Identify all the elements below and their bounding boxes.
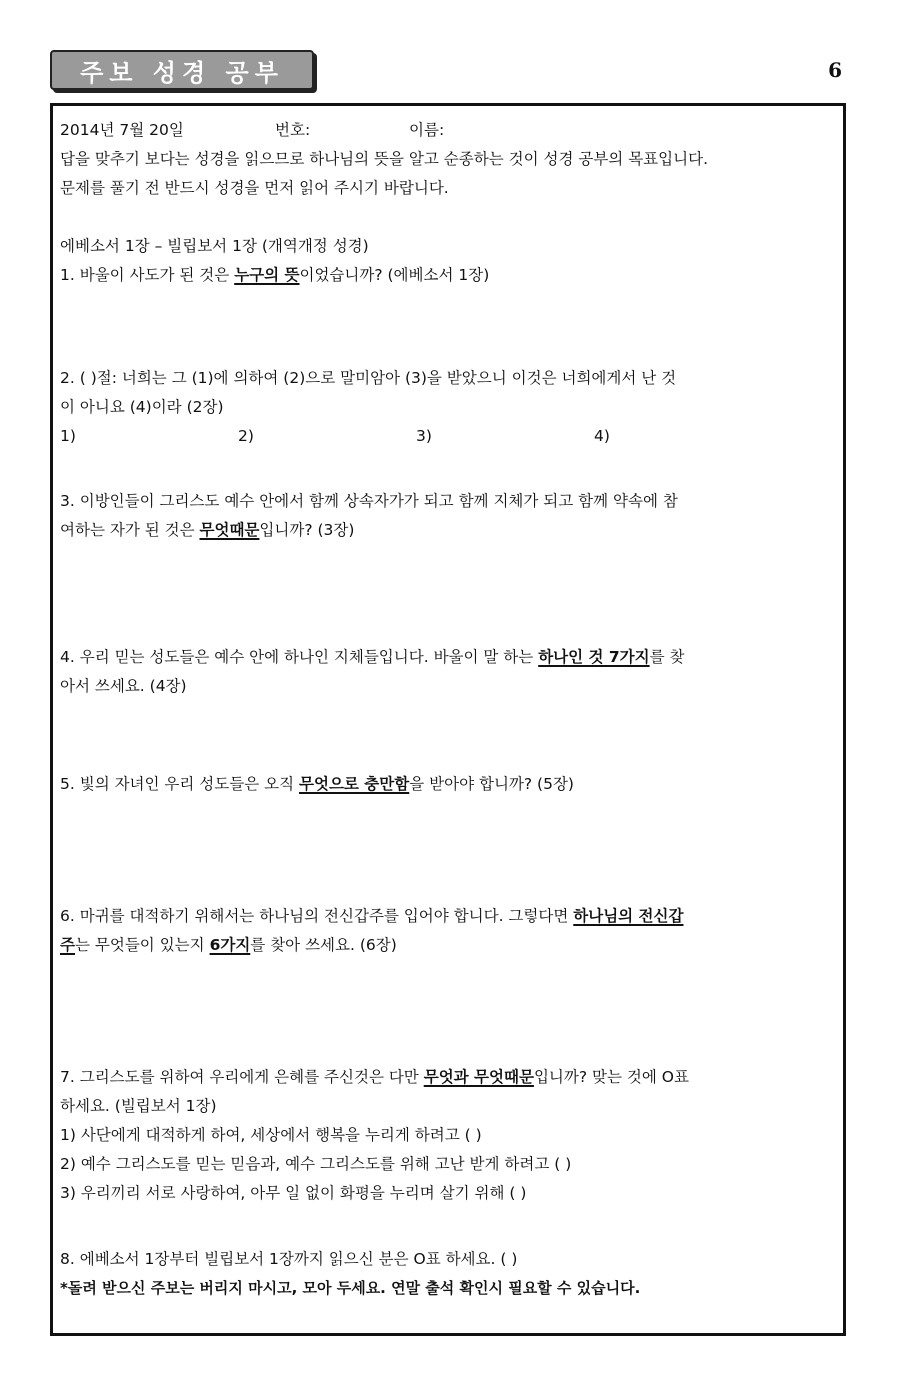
question-8: 8. 에베소서 1장부터 빌립보서 1장까지 읽으신 분은 O표 하세요. ( ) (60, 1250, 518, 1268)
question-1: 1. 바울이 사도가 된 것은 누구의 뜻이었습니까? (에베소서 1장) (60, 266, 490, 284)
question-2-line-1: 2. ( )절: 너희는 그 (1)에 의하여 (2)으로 말미암아 (3)을 받았으니 이것은 너희에게서 난 것 (60, 369, 677, 387)
question-2-blanks (60, 422, 844, 451)
question-7-line-2: 하세요. (빌립보서 1장) (60, 1097, 217, 1115)
number-label: 번호: (275, 121, 311, 139)
notice: *돌려 받으신 주보는 버리지 마시고, 모아 두세요. 연말 출석 확인시 필요할 수 있습니다. (60, 1279, 641, 1297)
page-title: 주보 성경 공부 (50, 50, 314, 90)
question-6-line-1: 6. 마귀를 대적하기 위해서는 하나님의 전신갑주를 입어야 합니다. 그렇다면 하나님의 전신갑 (60, 907, 684, 925)
blank-3: 3) (416, 427, 432, 445)
date: 2014년 7월 20일 (60, 121, 184, 139)
name-label: 이름: (409, 121, 445, 139)
question-3-line-1: 3. 이방인들이 그리스도 예수 안에서 함께 상속자가가 되고 함께 지체가 되고 함께 약속에 참 (60, 492, 678, 510)
question-5: 5. 빛의 자녀인 우리 성도들은 오직 무엇으로 충만함을 받아야 합니까? (5장) (60, 775, 574, 793)
info-row (60, 116, 844, 145)
intro-line-2: 문제를 풀기 전 반드시 성경을 먼저 읽어 주시기 바랍니다. (60, 179, 449, 197)
blank-2: 2) (238, 427, 254, 445)
question-6-line-2: 주는 무엇들이 있는지 6가지를 찾아 쓰세요. (6장) (60, 936, 397, 954)
worksheet-content (60, 116, 844, 1303)
question-2-line-2: 이 아니요 (4)이라 (2장) (60, 398, 224, 416)
question-7-line-1: 7. 그리스도를 위하여 우리에게 은혜를 주신것은 다만 무엇과 무엇때문입니까? 맞는 것에 O표 (60, 1068, 689, 1086)
blank-1: 1) (60, 427, 76, 445)
q7-emphasis: 무엇과 무엇때문 (423, 1068, 534, 1086)
question-4-line-1: 4. 우리 믿는 성도들은 예수 안에 하나인 지체들입니다. 바울이 말 하는 하나인 것 7가지를 찾 (60, 648, 685, 666)
q3-emphasis: 무엇때문 (199, 521, 260, 539)
question-7-option-1: 1) 사단에게 대적하게 하여, 세상에서 행복을 누리게 하려고 ( ) (60, 1126, 482, 1144)
q4-emphasis: 하나인 것 7가지 (538, 648, 650, 666)
blank-4: 4) (594, 427, 610, 445)
q6-emphasis-1: 하나님의 전신갑 (573, 907, 684, 925)
reading-range: 에베소서 1장 – 빌립보서 1장 (개역개정 성경) (60, 237, 369, 255)
page-number: 6 (828, 58, 842, 82)
q1-emphasis: 누구의 뜻 (234, 266, 300, 284)
q5-emphasis: 무엇으로 충만함 (299, 775, 410, 793)
question-4-line-2: 아서 쓰세요. (4장) (60, 677, 187, 695)
q6-emphasis-2: 주 (60, 936, 75, 954)
question-7-option-2: 2) 예수 그리스도를 믿는 믿음과, 예수 그리스도를 위해 고난 받게 하려고 ( ) (60, 1155, 572, 1173)
intro-line-1: 답을 맞추기 보다는 성경을 읽으므로 하나님의 뜻을 알고 순종하는 것이 성경 공부의 목표입니다. (60, 150, 709, 168)
question-7-option-3: 3) 우리끼리 서로 사랑하여, 아무 일 없이 화평을 누리며 살기 위해 ( ) (60, 1184, 527, 1202)
q6-emphasis-3: 6가지 (209, 936, 251, 954)
question-3-line-2: 여하는 자가 된 것은 무엇때문입니까? (3장) (60, 521, 355, 539)
